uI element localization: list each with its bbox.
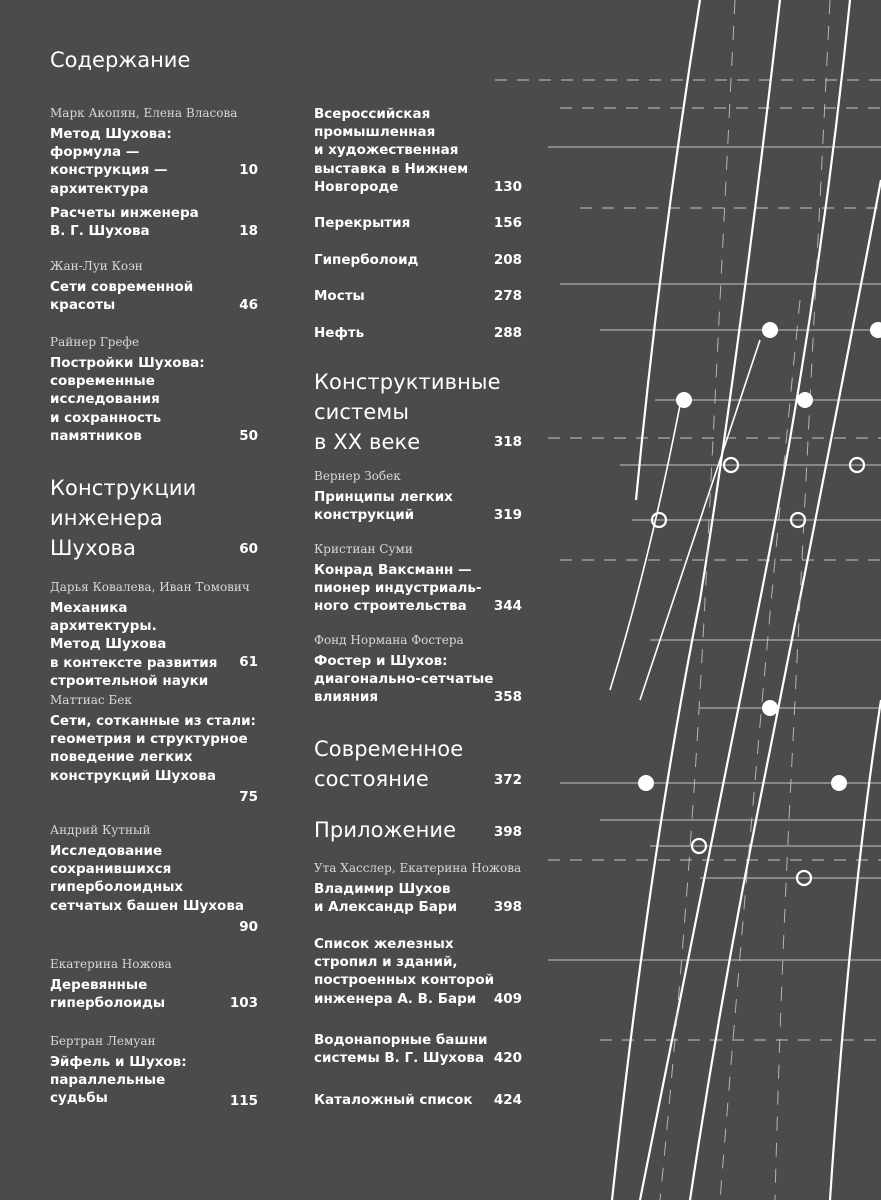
toc-entry[interactable] <box>50 204 258 240</box>
entry-page: 50 <box>239 428 258 444</box>
entry-title: Принципы легких конструкций <box>314 489 453 524</box>
entry-title: Конрад Ваксманн — пионер индустриаль- ного строительства <box>314 562 482 615</box>
entry-title: Каталожный список <box>314 1092 473 1108</box>
contents-heading: Содержание <box>50 48 191 72</box>
entry-page: 46 <box>239 297 258 313</box>
toc-entry[interactable] <box>314 251 522 269</box>
entry-title: Постройки Шухова: современные исследования и сохранность памятников <box>50 355 205 444</box>
entry-author: Кристиан Суми <box>314 542 413 556</box>
section-page: 60 <box>239 541 258 557</box>
entry-page: 103 <box>229 995 258 1011</box>
entry-title: Всероссийская промышленная и художественная выставка в Нижнем Новгороде <box>314 106 469 195</box>
entry-page: 130 <box>493 179 522 195</box>
entry-title: Расчеты инженера В. Г. Шухова <box>50 205 199 240</box>
entry-author: Маттиас Бек <box>50 693 132 707</box>
entry-page: 358 <box>493 689 522 705</box>
toc-entry[interactable] <box>50 957 258 1012</box>
toc-entry[interactable] <box>314 105 522 196</box>
entry-page: 344 <box>493 598 522 614</box>
toc-entry[interactable] <box>314 935 522 1008</box>
toc-section[interactable] <box>314 734 522 794</box>
section-page: 318 <box>493 434 522 450</box>
toc-entry[interactable] <box>50 335 258 445</box>
entry-author: Вернер Зобек <box>314 469 401 483</box>
section-title: Конструктивные системы в XX веке <box>314 370 501 454</box>
entry-page: 115 <box>229 1093 258 1109</box>
entry-author: Дарья Ковалева, Иван Томович <box>50 580 250 594</box>
toc-entry[interactable] <box>314 324 522 342</box>
entry-page: 424 <box>493 1092 522 1108</box>
entry-author: Райнер Грефе <box>50 335 140 349</box>
toc-entry[interactable] <box>314 469 522 524</box>
entry-page: 75 <box>239 789 258 805</box>
entry-page: 398 <box>493 899 522 915</box>
entry-title: Гиперболоид <box>314 252 419 268</box>
toc-section[interactable] <box>50 473 258 563</box>
entry-page: 156 <box>493 215 522 231</box>
entry-title: Сети, сотканные из стали: геометрия и структурное поведение легких конструкций Шухова <box>50 713 256 784</box>
entry-title: Деревянные гиперболоиды <box>50 977 166 1012</box>
entry-author: Жан-Луи Коэн <box>50 259 143 273</box>
entry-author: Ута Хасслер, Екатерина Ножова <box>314 861 522 875</box>
entry-title: Владимир Шухов и Александр Бари <box>314 881 458 916</box>
toc-entry[interactable] <box>50 580 258 690</box>
toc-entry[interactable] <box>50 693 258 805</box>
section-title: Конструкции инженера Шухова <box>50 476 197 560</box>
entry-page: 90 <box>239 919 258 935</box>
entry-title: Фостер и Шухов: диагонально-сетчатые влияния <box>314 653 494 706</box>
toc-entry[interactable] <box>314 633 522 707</box>
toc-section[interactable] <box>314 815 522 845</box>
entry-title: Список железных стропил и зданий, построенных конторой инженера А. В. Бари <box>314 936 495 1007</box>
entry-title: Исследование сохранившихся гиперболоидных сетчатых башен Шухова <box>50 843 244 914</box>
entry-page: 319 <box>493 507 522 523</box>
entry-author: Марк Акопян, Елена Власова <box>50 106 238 120</box>
entry-title: Мосты <box>314 288 365 304</box>
toc-entry[interactable] <box>50 259 258 314</box>
entry-page: 10 <box>239 162 258 178</box>
entry-author: Бертран Лемуан <box>50 1034 156 1048</box>
section-page: 398 <box>493 824 522 840</box>
toc-entry[interactable] <box>50 106 258 198</box>
entry-page: 208 <box>493 252 522 268</box>
entry-page: 409 <box>493 991 522 1007</box>
entry-title: Перекрытия <box>314 215 411 231</box>
entry-author: Екатерина Ножова <box>50 957 172 971</box>
entry-page: 18 <box>239 223 258 239</box>
section-title: Современное состояние <box>314 737 464 791</box>
entry-page: 278 <box>493 288 522 304</box>
entry-title: Нефть <box>314 325 365 341</box>
toc-entry[interactable] <box>314 287 522 305</box>
toc-entry[interactable] <box>50 1034 258 1108</box>
entry-title: Механика архитектуры. Метод Шухова в контексте развития строительной науки <box>50 600 218 689</box>
entry-page: 420 <box>493 1050 522 1066</box>
toc-entry[interactable] <box>314 214 522 232</box>
toc-section[interactable] <box>314 367 522 457</box>
entry-page: 288 <box>493 325 522 341</box>
entry-title: Водонапорные башни системы В. Г. Шухова <box>314 1032 488 1067</box>
toc-entry[interactable] <box>314 861 522 916</box>
section-page: 372 <box>493 772 522 788</box>
toc-entry[interactable] <box>314 542 522 616</box>
section-title: Приложение <box>314 818 457 842</box>
toc-entry[interactable] <box>314 1031 522 1067</box>
entry-author: Фонд Нормана Фостера <box>314 633 464 647</box>
entry-title: Метод Шухова: формула — конструкция — архитектура <box>50 126 172 197</box>
entry-title: Сети современной красоты <box>50 279 194 314</box>
entry-author: Андрий Кутный <box>50 823 151 837</box>
toc-entry[interactable] <box>50 823 258 935</box>
entry-page: 61 <box>239 654 258 670</box>
toc-entry[interactable] <box>314 1091 522 1109</box>
entry-title: Эйфель и Шухов: параллельные судьбы <box>50 1054 187 1107</box>
